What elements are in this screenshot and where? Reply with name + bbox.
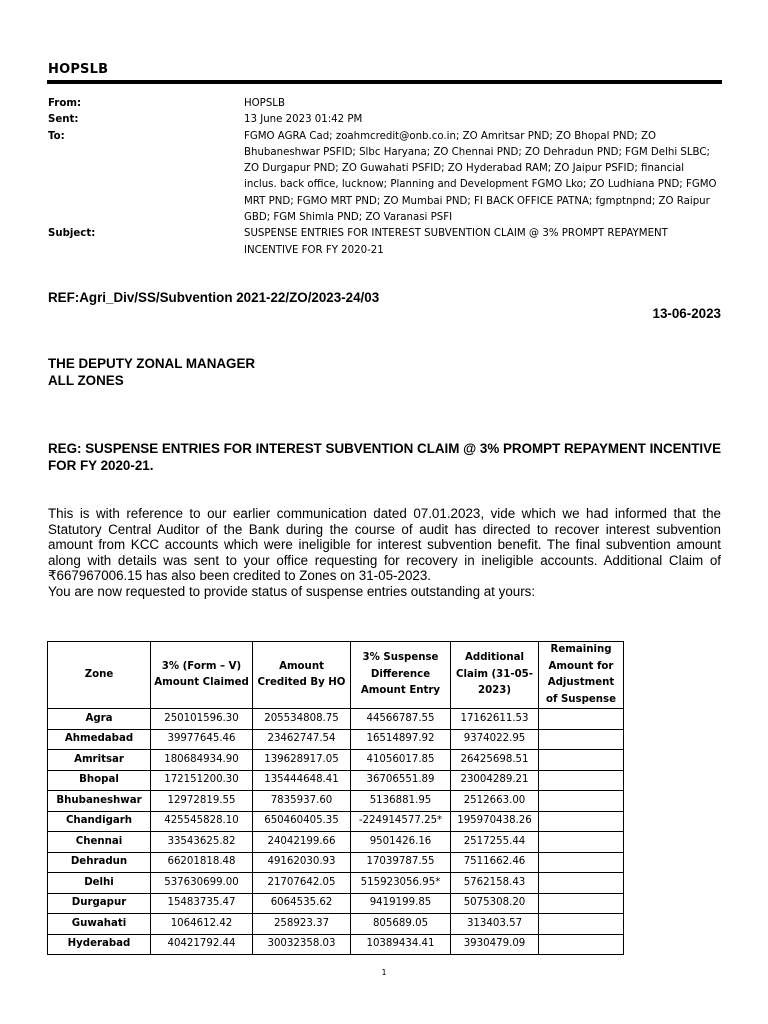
cell-suspense-difference: 5136881.95 [351, 791, 451, 812]
table-row [48, 709, 624, 730]
addressee-zones: ALL ZONES [48, 372, 124, 388]
table-row [48, 750, 624, 771]
cell-amount-credited: 24042199.66 [253, 832, 351, 853]
meta-sent-row [48, 112, 718, 128]
meta-to-label: To: [48, 130, 65, 142]
cell-amount-credited: 139628917.05 [253, 750, 351, 771]
cell-suspense-difference: 44566787.55 [351, 709, 451, 730]
cell-additional-claim: 17162611.53 [451, 709, 539, 730]
cell-zone: Chennai [48, 832, 151, 853]
cell-remaining-amount [539, 770, 624, 791]
regarding-line: REG: SUSPENSE ENTRIES FOR INTEREST SUBVENTION CLAIM @ 3% PROMPT REPAYMENT INCENTIVE FOR FY 2020-21. [48, 441, 721, 473]
table-row [48, 852, 624, 873]
cell-additional-claim: 313403.57 [451, 914, 539, 935]
cell-zone: Ahmedabad [48, 729, 151, 750]
cell-additional-claim: 195970438.26 [451, 811, 539, 832]
table-row [48, 914, 624, 935]
cell-amount-credited: 49162030.93 [253, 852, 351, 873]
cell-additional-claim: 5075308.20 [451, 893, 539, 914]
cell-zone: Durgapur [48, 893, 151, 914]
cell-suspense-difference: 41056017.85 [351, 750, 451, 771]
col-header-remaining-amount: Remaining Amount for Adjustment of Suspense [539, 642, 624, 709]
cell-amount-credited: 650460405.35 [253, 811, 351, 832]
cell-additional-claim: 2512663.00 [451, 791, 539, 812]
cell-additional-claim: 23004289.21 [451, 770, 539, 791]
cell-additional-claim: 9374022.95 [451, 729, 539, 750]
table-row [48, 873, 624, 894]
table-row [48, 770, 624, 791]
meta-subject-label: Subject: [48, 228, 96, 240]
cell-suspense-difference: 17039787.55 [351, 852, 451, 873]
cell-amount-credited: 21707642.05 [253, 873, 351, 894]
cell-amount-claimed: 40421792.44 [151, 934, 253, 955]
cell-amount-claimed: 66201818.48 [151, 852, 253, 873]
body-paragraph: This is with reference to our earlier communication dated 07.01.2023, vide which we had informed that the Statutory Central Auditor of the Bank during the course of audit has directed to recover interest subvention amount from KCC accounts which were ineligible for interest subvention benefit. The final subvention amount along with details was sent to your office requesting for recovery in ineligible accounts. Additional Claim of ₹667967006.15 has also been credited to Zones on 31-05-2023. [48, 506, 721, 584]
table-row [48, 791, 624, 812]
cell-remaining-amount [539, 791, 624, 812]
cell-amount-credited: 23462747.54 [253, 729, 351, 750]
cell-suspense-difference: -224914577.25* [351, 811, 451, 832]
cell-amount-claimed: 1064612.42 [151, 914, 253, 935]
cell-additional-claim: 3930479.09 [451, 934, 539, 955]
letter-body [48, 506, 721, 600]
cell-amount-claimed: 172151200.30 [151, 770, 253, 791]
cell-amount-credited: 205534808.75 [253, 709, 351, 730]
meta-subject-value: SUSPENSE ENTRIES FOR INTEREST SUBVENTION CLAIM @ 3% PROMPT REPAYMENT INCENTIVE FOR FY 2020-21 [244, 228, 668, 256]
cell-suspense-difference: 515923056.95* [351, 873, 451, 894]
cell-amount-claimed: 250101596.30 [151, 709, 253, 730]
cell-zone: Guwahati [48, 914, 151, 935]
cell-zone: Dehradun [48, 852, 151, 873]
cell-remaining-amount [539, 729, 624, 750]
cell-amount-credited: 135444648.41 [253, 770, 351, 791]
table-row [48, 811, 624, 832]
cell-remaining-amount [539, 914, 624, 935]
cell-remaining-amount [539, 709, 624, 730]
cell-amount-claimed: 39977645.46 [151, 729, 253, 750]
cell-remaining-amount [539, 852, 624, 873]
cell-zone: Bhopal [48, 770, 151, 791]
table-row [48, 832, 624, 853]
cell-amount-claimed: 33543625.82 [151, 832, 253, 853]
page-number: 1 [381, 968, 387, 977]
cell-amount-claimed: 180684934.90 [151, 750, 253, 771]
col-header-suspense-difference: 3% Suspense Difference Amount Entry [351, 642, 451, 709]
cell-remaining-amount [539, 750, 624, 771]
letter-date: 13-06-2023 [652, 306, 721, 321]
cell-remaining-amount [539, 893, 624, 914]
cell-amount-claimed: 537630699.00 [151, 873, 253, 894]
cell-amount-claimed: 12972819.55 [151, 791, 253, 812]
cell-remaining-amount [539, 832, 624, 853]
meta-to-row [48, 129, 718, 227]
organization-header: HOPSLB [48, 62, 109, 77]
cell-zone: Agra [48, 709, 151, 730]
cell-zone: Delhi [48, 873, 151, 894]
header-rule [47, 80, 722, 84]
table-header-row [48, 642, 624, 709]
cell-additional-claim: 7511662.46 [451, 852, 539, 873]
reference-number: REF:Agri_Div/SS/Subvention 2021-22/ZO/2023-24/03 [48, 290, 380, 305]
cell-additional-claim: 5762158.43 [451, 873, 539, 894]
cell-zone: Bhubaneshwar [48, 791, 151, 812]
addressee-title: THE DEPUTY ZONAL MANAGER [48, 356, 256, 371]
cell-amount-credited: 7835937.60 [253, 791, 351, 812]
col-header-zone: Zone [48, 642, 151, 709]
cell-suspense-difference: 36706551.89 [351, 770, 451, 791]
cell-amount-credited: 258923.37 [253, 914, 351, 935]
cell-amount-credited: 6064535.62 [253, 893, 351, 914]
meta-subject-row [48, 226, 718, 259]
meta-from-value: HOPSLB [244, 98, 285, 109]
cell-remaining-amount [539, 934, 624, 955]
meta-from-label: From: [48, 98, 82, 109]
cell-suspense-difference: 10389434.41 [351, 934, 451, 955]
email-metadata [48, 96, 718, 259]
cell-remaining-amount [539, 873, 624, 894]
meta-to-value: FGMO AGRA Cad; zoahmcredit@onb.co.in; ZO Amritsar PND; ZO Bhopal PND; ZO Bhubaneshwar PSFID; Slbc Haryana; ZO Chennai PND; ZO Dehradun PND; FGM Delhi SLBC; ZO Durgapur PND; ZO Guwahati PSFID; ZO Hyderabad RAM; ZO Jaipur PSFID; financial inclus. back office, lucknow; Planning and Development FGMO Lko; ZO Ludhiana PND; FGMO MRT PND; FGMO MRT PND; ZO Mumbai PND; FI BACK OFFICE PATNA; fgmptnpnd; ZO Raipur GBD; FGM Shimla PND; ZO Varanasi PSFI [244, 130, 717, 224]
meta-from-row [48, 96, 718, 112]
cell-remaining-amount [539, 811, 624, 832]
meta-sent-label: Sent: [48, 114, 79, 126]
cell-suspense-difference: 805689.05 [351, 914, 451, 935]
cell-amount-credited: 30032358.03 [253, 934, 351, 955]
table-row [48, 893, 624, 914]
suspense-claims-table [47, 641, 624, 955]
body-request: You are now requested to provide status of suspense entries outstanding at yours: [48, 583, 536, 599]
cell-suspense-difference: 9501426.16 [351, 832, 451, 853]
col-header-amount-claimed: 3% (Form – V) Amount Claimed [151, 642, 253, 709]
cell-zone: Amritsar [48, 750, 151, 771]
table-body [48, 709, 624, 955]
addressee [48, 356, 255, 389]
cell-suspense-difference: 9419199.85 [351, 893, 451, 914]
col-header-amount-credited: Amount Credited By HO [253, 642, 351, 709]
cell-suspense-difference: 16514897.92 [351, 729, 451, 750]
cell-additional-claim: 2517255.44 [451, 832, 539, 853]
cell-zone: Hyderabad [48, 934, 151, 955]
cell-amount-claimed: 425545828.10 [151, 811, 253, 832]
cell-additional-claim: 26425698.51 [451, 750, 539, 771]
col-header-additional-claim: Additional Claim (31-05-2023) [451, 642, 539, 709]
cell-amount-claimed: 15483735.47 [151, 893, 253, 914]
table-row [48, 934, 624, 955]
table-row [48, 729, 624, 750]
meta-sent-value: 13 June 2023 01:42 PM [244, 114, 363, 126]
cell-zone: Chandigarh [48, 811, 151, 832]
